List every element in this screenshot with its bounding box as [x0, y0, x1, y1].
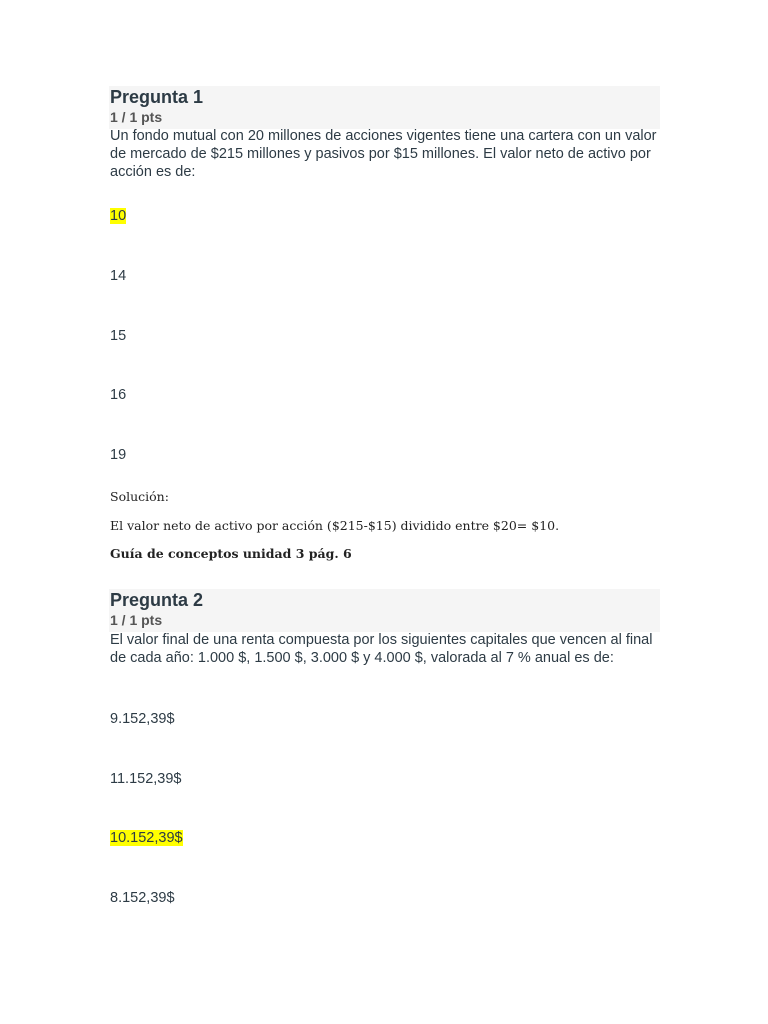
question-1-points: 1 / 1 pts [110, 109, 163, 125]
solution-label: Solución: [110, 489, 169, 504]
question-1-answer-4[interactable] [110, 386, 126, 404]
answer-label: 16 [110, 387, 127, 403]
question-1-answer-5[interactable] [110, 446, 126, 464]
guide-reference: Guía de conceptos unidad 3 pág. 6 [110, 546, 352, 561]
question-2-points: 1 / 1 pts [110, 612, 163, 628]
answer-label: 15 [110, 328, 127, 344]
question-1-answer-1[interactable] [110, 207, 126, 225]
answer-label: 9.152,39$ [110, 711, 175, 727]
answer-label: 14 [110, 268, 127, 284]
question-2-title: Pregunta 2 [110, 590, 204, 610]
question-2-answer-4[interactable] [110, 889, 175, 907]
answer-label: 11.152,39$ [110, 771, 182, 787]
question-1-answer-2[interactable] [110, 267, 126, 285]
answer-label: 8.152,39$ [110, 890, 175, 906]
question-2-answer-1[interactable] [110, 710, 175, 728]
question-2-header [109, 589, 660, 632]
question-2-answer-3[interactable] [110, 829, 183, 847]
question-1-title: Pregunta 1 [110, 87, 204, 107]
question-1-header [109, 86, 660, 129]
question-2-text: El valor final de una renta compuesta por los siguientes capitales que vencen al final de cada año: 1.000 $, 1.500 $, 3.000 $ y 4.000 $, valorada al 7 % anual es de: [110, 632, 653, 666]
answer-label: 10.152,39$ [110, 830, 183, 846]
question-1-answer-3[interactable] [110, 327, 126, 345]
answer-label: 19 [110, 447, 127, 463]
question-1-text: Un fondo mutual con 20 millones de acciones vigentes tiene una cartera con un valor de mercado de $215 millones y pasivos por $15 millones. El valor neto de activo por acción es de: [110, 128, 657, 180]
answer-label: 10 [110, 208, 127, 224]
question-2-answer-2[interactable] [110, 770, 182, 788]
solution-text: El valor neto de activo por acción ($215-$15) dividido entre $20= $10. [110, 518, 560, 533]
